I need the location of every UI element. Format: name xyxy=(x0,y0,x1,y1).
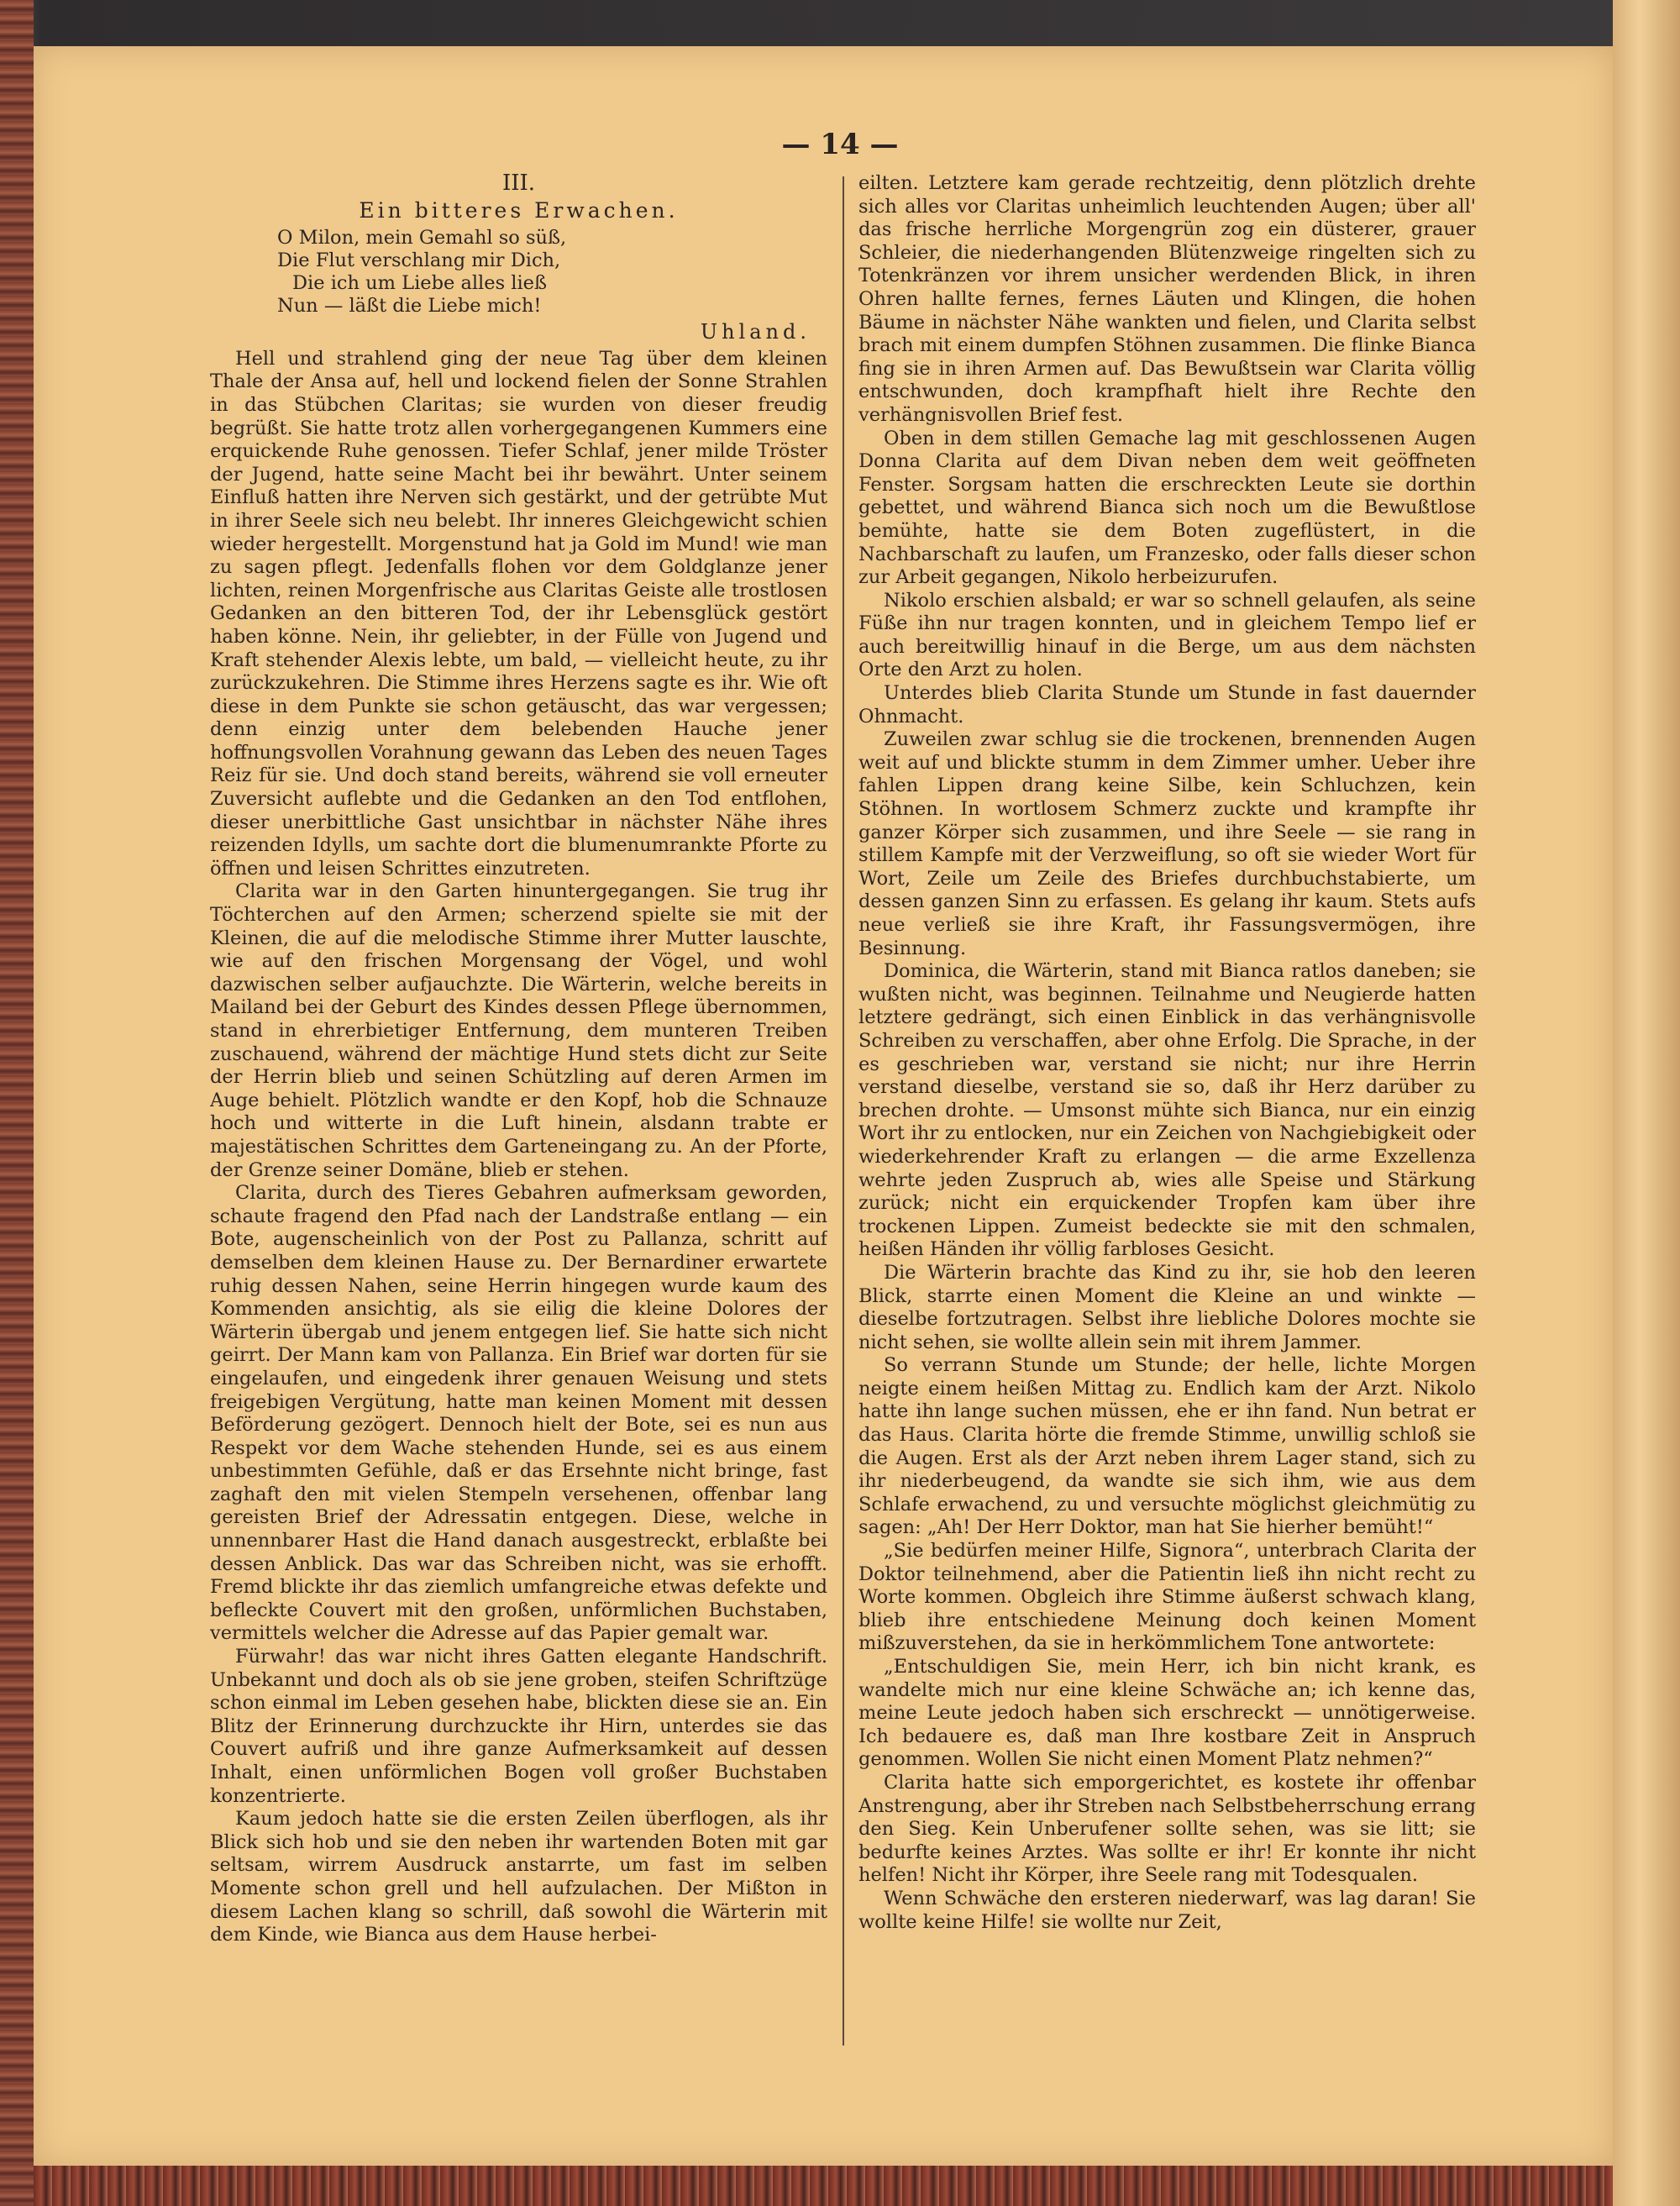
column-divider xyxy=(843,176,844,2046)
paragraph: Clarita, durch des Tieres Gebahren aufmerksam geworden, schaute fragend den Pfad nach der Landstraße entlang — ein Bote, augenscheinlich von der Post zu Pallanza, schritt auf demselben dem kleinen Hause zu. Der Bernardiner erwartete ruhig dessen Nahen, seine Herrin hingegen wurde kaum des Kommenden ansichtig, als sie eilig die kleine Dolores der Wärterin übergab und jenem entgegen lief. Sie hatte sich nicht geirrt. Der Mann kam von Pallanza. Ein Brief war dorten für sie eingelaufen, und eingedenk ihrer genauen Weisung und stets freigebigen Vergütung, hatte man keinen Moment mit dessen Beförderung gezögert. Dennoch hielt der Bote, sei es nun aus Respekt vor dem Wache stehenden Hunde, sei es aus einem unbestimmten Gefühle, daß er das Ersehnte nicht bringe, fast zaghaft den mit vielen Stempeln versehenen, offenbar lang gereisten Brief der Adressatin entgegen. Diese, welche in unnennbarer Hast die Hand danach ausgestreckt, erblaßte bei dessen Anblick. Das war das Schreiben nicht, was sie erhofft. Fremd blickte ihr das ziemlich umfangreiche etwas defekte und befleckte Couvert mit den großen, unförmlichen Buchstaben, vermittels welcher die Adresse auf das Papier gemalt war. xyxy=(210,1182,827,1645)
verse-line: Nun — läßt die Liebe mich! xyxy=(277,295,542,318)
right-column xyxy=(858,172,1476,2050)
paragraph: Wenn Schwäche den ersteren niederwarf, was lag daran! Sie wollte keine Hilfe! sie wollte nur Zeit, xyxy=(858,1887,1476,1933)
paragraph: Clarita hatte sich emporgerichtet, es kostete ihr offenbar Anstrengung, aber ihr Streben nach Selbstbeherrschung errang den Sieg. Kein Unberufener sollte sehen, was sie litt; sie bedurfte keines Arztes. Was sollte er ihr! Er konnte ihr nicht helfen! Nicht ihr Körper, ihre Seele rang mit Todesqualen. xyxy=(858,1771,1476,1887)
paragraph: Hell und strahlend ging der neue Tag über dem kleinen Thale der Ansa auf, hell und lockend fielen der Sonne Strahlen in das Stübchen Claritas; sie wurden von dieser freudig begrüßt. Sie hatte trotz allen vorhergegangenen Kummers eine erquickende Ruhe genossen. Tiefer Schlaf, jener milde Tröster der Jugend, hatte seine Macht bei ihr bewährt. Unter seinem Einfluß hatten ihre Nerven sich gestärkt, und der getrübte Mut in ihrer Seele sich neu belebt. Ihr inneres Gleichgewicht schien wieder hergestellt. Morgenstund hat ja Gold im Mund! wie man zu sagen pflegt. Jedenfalls flohen vor dem Goldglanze jener lichten, reinen Morgenfrische aus Claritas Geiste alle trostlosen Gedanken an den bitteren Tod, der ihr Lebensglück gestört haben könne. Nein, ihr geliebter, in der Fülle von Jugend und Kraft stehender Alexis lebte, um bald, — vielleicht heute, zu ihr zurückzukehren. Die Stimme ihres Herzens sagte es ihr. Wie oft diese in dem Punkte sie schon getäuscht, das war vergessen; denn einzig unter dem belebenden Hauche jener hoffnungsvollen Vorahnung gewann das Leben des neuen Tages Reiz für sie. Und doch stand bereits, während sie voll erneuter Zuversicht auflebte und die Gedanken an den Tod entflohen, dieser unerbittliche Gast unsichtbar in nächster Nähe ihres reizenden Idylls, um sachte dort die blumenumrankte Pforte zu öffnen und leisen Schrittes einzutreten. xyxy=(210,347,827,880)
paragraph: Zuweilen zwar schlug sie die trockenen, brennenden Augen weit auf und blickte stumm in dem Zimmer umher. Ueber ihre fahlen Lippen drang keine Silbe, kein Schluchzen, kein Stöhnen. In wortlosem Schmerz zuckte und krampfte ihr ganzer Körper sich zusammen, und ihre Seele — sie rang in stillem Kampfe mit der Verzweiflung, so oft sie wieder Wort für Wort, Zeile um Zeile des Briefes durchbuchstabierte, um dessen ganzen Sinn zu erfassen. Es gelang ihr kaum. Stets aufs neue verließ sie ihre Kraft, ihr Fassungsvermögen, ihre Besinnung. xyxy=(858,728,1476,959)
chapter-title: Ein bitteres Erwachen. xyxy=(359,197,679,223)
paragraph: Unterdes blieb Clarita Stunde um Stunde in fast dauernder Ohnmacht. xyxy=(858,682,1476,727)
paragraph-continuation: eilten. Letztere kam gerade rechtzeitig, denn plötzlich drehte sich alles vor Claritas unheimlich leuchtenden Augen; über all' das frische herrliche Morgengrün zog ein düsterer, grauer Schleier, die niederhangenden Blütenzweige ringelten sich zu Totenkränzen vor ihrem unsicher werdenden Blick, in ihren Ohren hallte fernes, fernes Läuten und Klingen, die hohen Bäume in nächster Nähe wankten und fielen, und Clarita selbst brach mit einem dumpfen Stöhnen zusammen. Die flinke Bianca fing sie in ihren Armen auf. Das Bewußtsein war Clarita völlig entschwunden, doch krampfhaft hielt ihre Rechte den verhängnisvollen Brief fest. xyxy=(858,172,1476,426)
paragraph: Dominica, die Wärterin, stand mit Bianca ratlos daneben; sie wußten nicht, was beginnen. Teilnahme und Neugierde hatten letztere gedrängt, sich einen Einblick in das verhängnisvolle Schreiben zu verschaffen, aber ohne Erfolg. Die Sprache, in der es geschrieben war, verstand sie nicht; nur ihre Herrin verstand dieselbe, verstand sie so, daß ihr Herz darüber zu brechen drohte. — Umsonst mühte sich Bianca, nur ein einzig Wort ihr zu entlocken, nur ein Zeichen von Nachgiebigkeit oder wiederkehrender Kraft zu erlangen — die arme Exzellenza wehrte jeden Zuspruch ab, wies alle Speise und Stärkung zurück; nicht ein erquickender Tropfen kam über ihre trockenen Lippen. Zumeist bedeckte sie mit den schmalen, heißen Händen ihr völlig farbloses Gesicht. xyxy=(858,960,1476,1261)
paragraph: Fürwahr! das war nicht ihres Gatten elegante Handschrift. Unbekannt und doch als ob sie jene groben, steifen Schriftzüge schon einmal im Leben gesehen habe, blickten diese sie an. Ein Blitz der Erinnerung durchzuckte ihr Hirn, unterdes sie das Couvert aufriß und ihre ganze Aufmerksamkeit auf dessen Inhalt, einen unförmlichen Bogen voll großer Buchstaben konzentrierte. xyxy=(210,1646,827,1807)
left-column xyxy=(210,172,827,2050)
page-number: — 14 — xyxy=(781,128,899,161)
marbled-endpaper xyxy=(34,2166,1613,2206)
verse-line: Die Flut verschlang mir Dich, xyxy=(277,249,561,272)
paragraph: So verrann Stunde um Stunde; der helle, lichte Morgen neigte einem heißen Mittag zu. Endlich kam der Arzt. Nikolo hatte ihn lange suchen müssen, ehe er ihn fand. Nun betrat er das Haus. Clarita hörte die fremde Stimme, unwillig schloß sie die Augen. Erst als der Arzt neben ihrem Lager stand, sich zu ihr niederbeugend, da wandte sie sich ihm, wie aus dem Schlafe erwachend, zu und versuchte möglichst gleichmütig zu sagen: „Ah! Der Herr Doktor, man hat Sie hierher bemüht!“ xyxy=(858,1354,1476,1539)
verse-line: Die ich um Liebe alles ließ xyxy=(292,272,548,295)
paragraph: Kaum jedoch hatte sie die ersten Zeilen überflogen, als ihr Blick sich hob und sie den neben ihr wartenden Boten mit gar seltsam, wirrem Ausdruck anstarrte, um fast im selben Momente schon grell und hell aufzulachen. Der Mißton in diesem Lachen klang so schrill, daß sowohl die Wärterin mit dem Kinde, wie Bianca aus dem Hause herbei- xyxy=(210,1808,827,1946)
verse-line: O Milon, mein Gemahl so süß, xyxy=(277,227,567,249)
paragraph: „Entschuldigen Sie, mein Herr, ich bin nicht krank, es wandelte mich nur eine kleine Schwäche an; ich kenne das, meine Leute jedoch haben sich erschreckt — unnötigerweise. Ich bedauere es, daß man Ihre kostbare Zeit in Anspruch genommen. Wollen Sie nicht einen Moment Platz nehmen?“ xyxy=(858,1656,1476,1771)
facing-page-edge xyxy=(1613,0,1680,2206)
paragraph: Clarita war in den Garten hinuntergegangen. Sie trug ihr Töchterchen auf den Armen; scherzend spielte sie mit der Kleinen, die auf die melodische Stimme ihrer Mutter lauschte, wie auf den frischen Morgensang der Vögel, und wohl dazwischen selber aufjauchzte. Die Wärterin, welche bereits in Mailand bei der Geburt des Kindes dessen Pflege übernommen, stand in ehrerbietiger Entfernung, dem munteren Treiben zuschauend, während der mächtige Hund stets dicht zur Seite der Herrin blieb und seinen Schützling auf deren Armen im Auge behielt. Plötzlich wandte er den Kopf, hob die Schnauze hoch und witterte in die Luft hinein, alsdann trabte er majestätischen Schrittes dem Garteneingang zu. An der Pforte, der Grenze seiner Domäne, blieb er stehen. xyxy=(210,880,827,1181)
paragraph: „Sie bedürfen meiner Hilfe, Signora“, unterbrach Clarita der Doktor teilnehmend, aber die Patientin ließ ihn nicht recht zu Worte kommen. Obgleich ihre Stimme äußerst schwach klang, blieb ihre entschiedene Meinung doch keinen Moment mißzuverstehen, da sie in herkömmlichem Tone antwortete: xyxy=(858,1540,1476,1655)
paragraph: Die Wärterin brachte das Kind zu ihr, sie hob den leeren Blick, starrte einen Moment die Kleine an und winkte — dieselbe fortzutragen. Selbst ihre liebliche Dolores mochte sie nicht sehen, sie wollte allein sein mit ihrem Jammer. xyxy=(858,1261,1476,1353)
chapter-number: III. xyxy=(501,172,536,196)
paragraph: Nikolo erschien alsbald; er war so schnell gelaufen, als seine Füße ihn nur tragen konnten, und in gleichem Tempo lief er auch bereitwillig hinauf in die Berge, um aus dem nächsten Orte den Arzt zu holen. xyxy=(858,589,1476,681)
book-binding xyxy=(0,0,34,2206)
paragraph: Oben in dem stillen Gemache lag mit geschlossenen Augen Donna Clarita auf dem Divan neben dem weit geöffneten Fenster. Sorgsam hatten die erschreckten Leute sie dorthin gebettet, und während Bianca sich noch um die Bewußtlose bemühte, hatte sie dem Boten zugeflüstert, in die Nachbarschaft zu laufen, um Franzesko, oder falls dieser schon zur Arbeit gegangen, Nikolo herbeizurufen. xyxy=(858,427,1476,589)
verse-epigraph xyxy=(277,227,827,318)
verse-author: Uhland. xyxy=(700,320,811,344)
